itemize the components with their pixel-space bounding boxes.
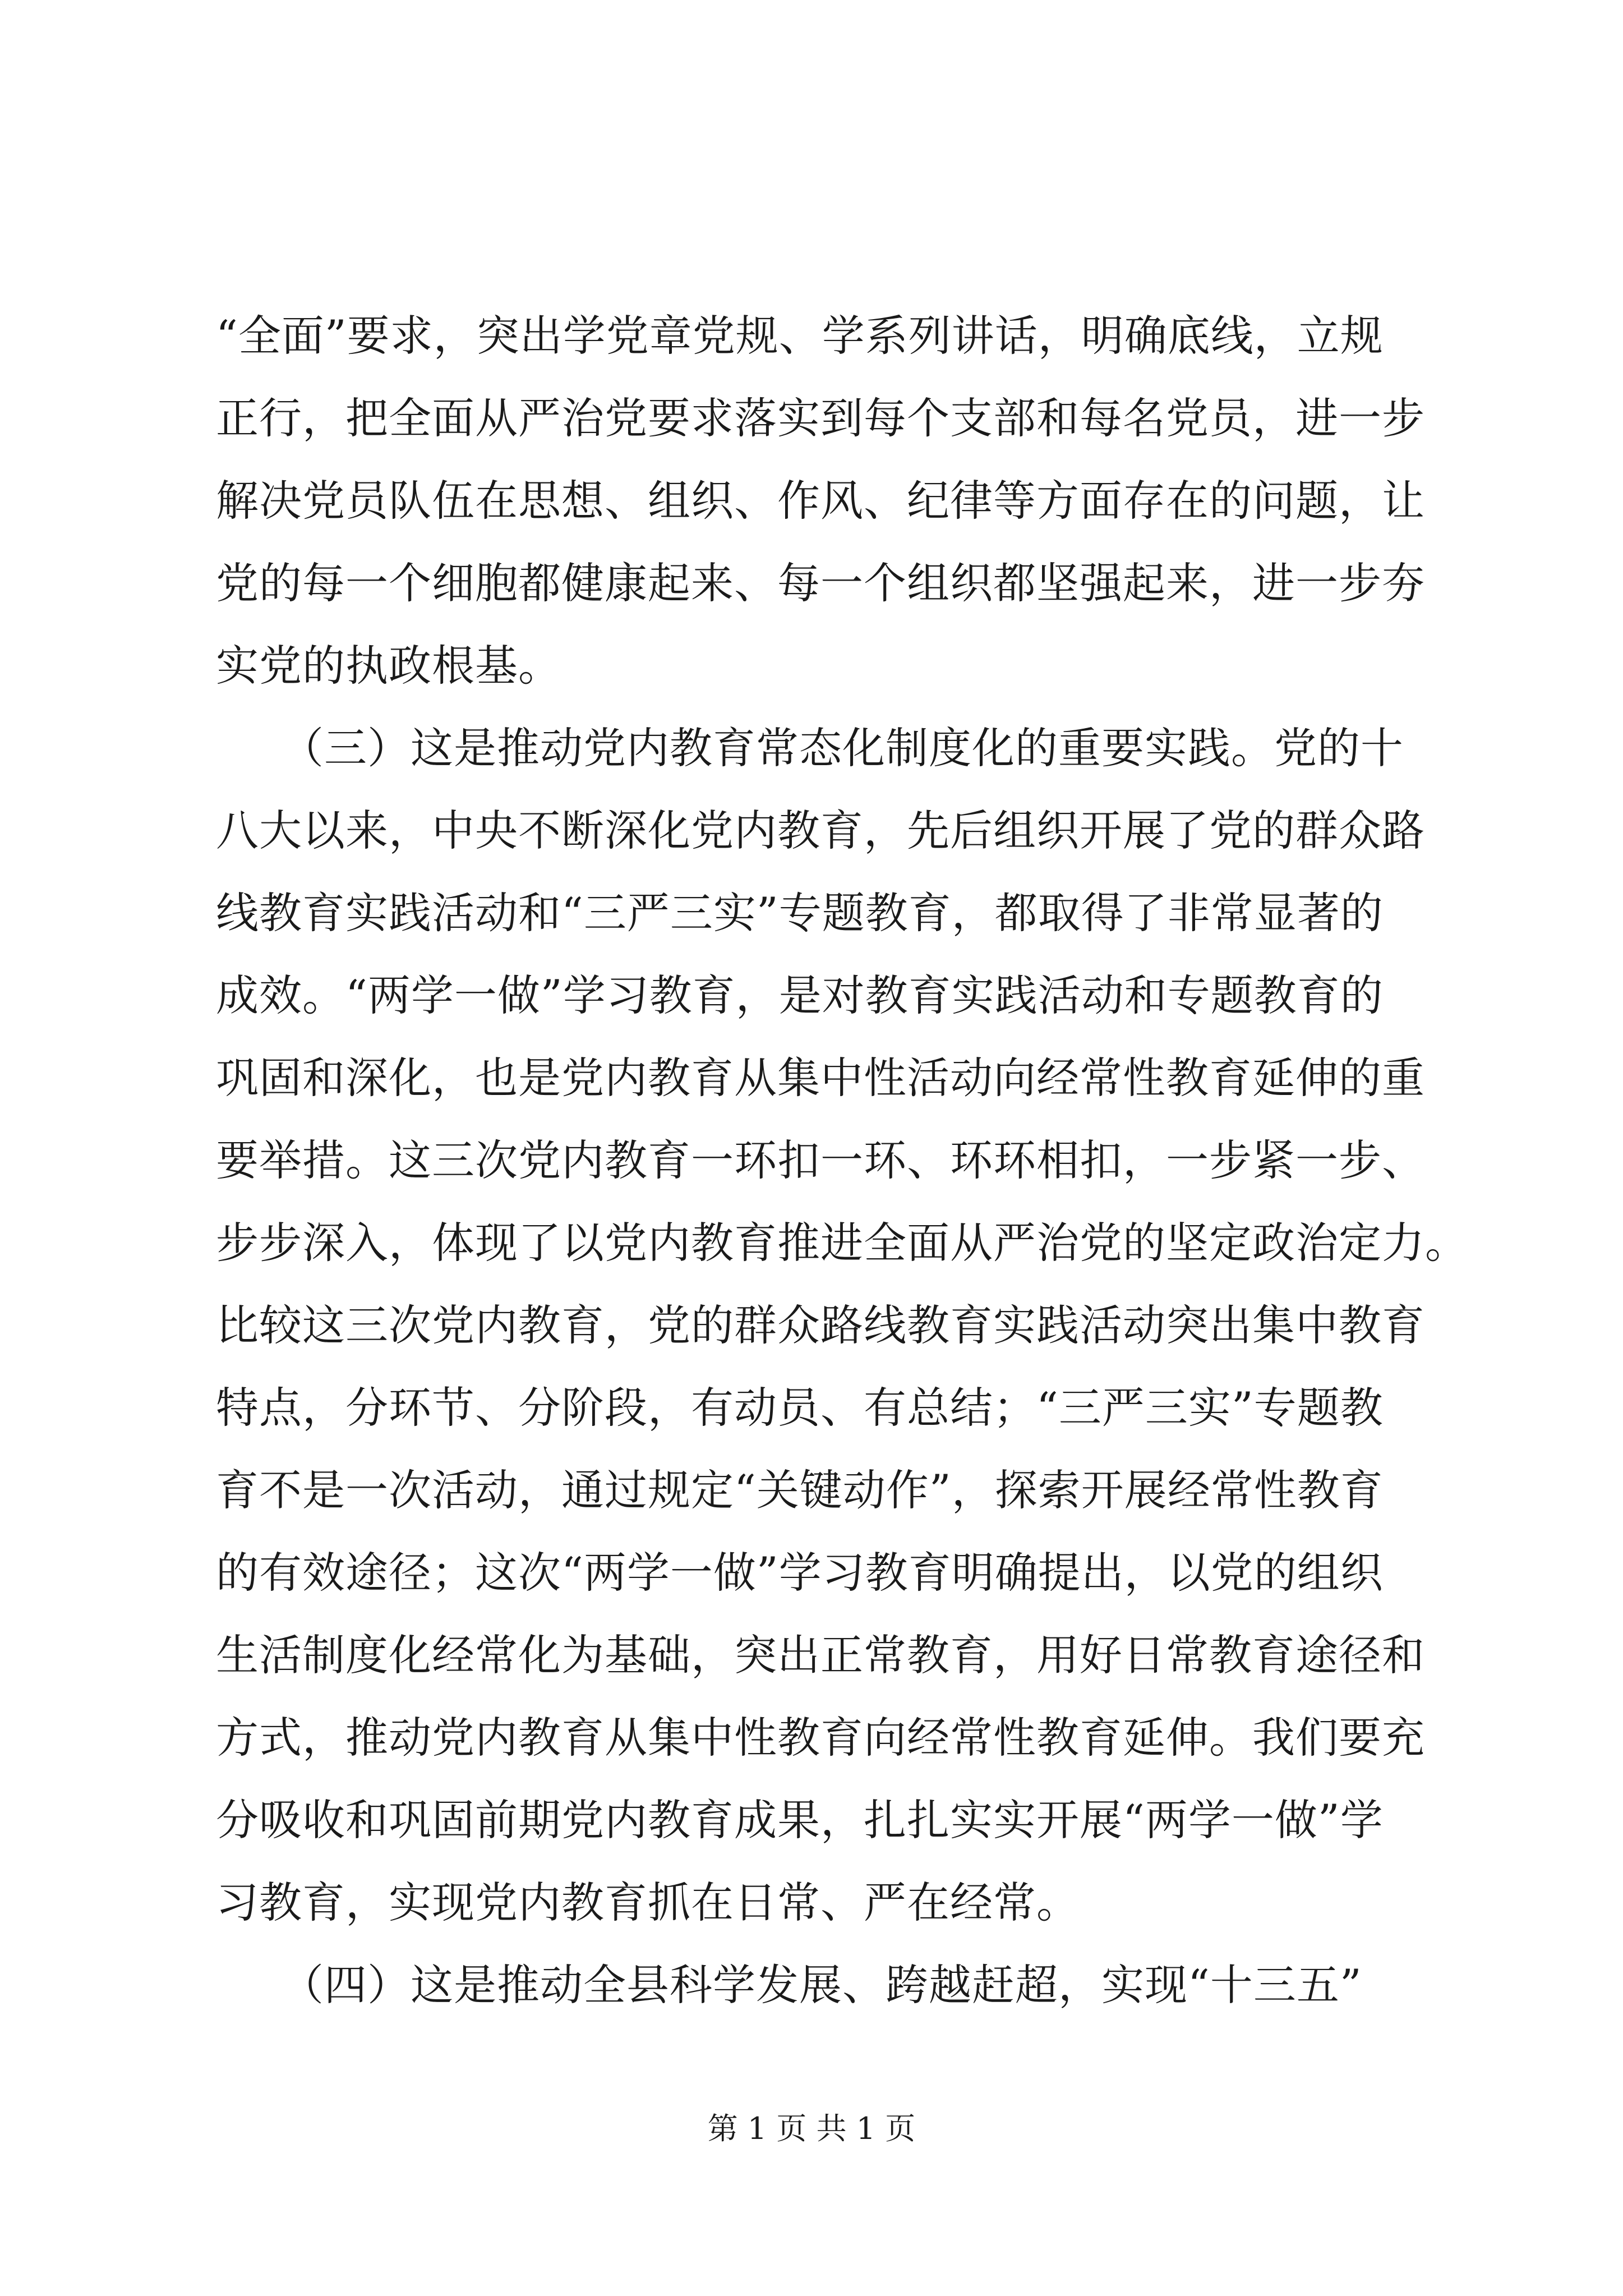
text-line: 党的每一个细胞都健康起来、每一个组织都坚强起来，进一步夯 <box>216 558 1425 608</box>
page-footer: 第 1 页 共 1 页 <box>707 2111 916 2146</box>
text-line: （四）这是推动全县科学发展、跨越赶超，实现“十三五” <box>216 1960 1362 2010</box>
text-line: （三）这是推动党内教育常态化制度化的重要实践。党的十 <box>216 723 1404 773</box>
text-line: 实党的执政根基。 <box>216 641 561 691</box>
text-line: 步步深入，体现了以党内教育推进全面从严治党的坚定政治定力。 <box>216 1218 1468 1268</box>
text-line: 要举措。这三次党内教育一环扣一环、环环相扣，一步紧一步、 <box>216 1135 1425 1185</box>
text-line: 比较这三次党内教育，党的群众路线教育实践活动突出集中教育 <box>216 1300 1425 1350</box>
text-line: 习教育，实现党内教育抓在日常、严在经常。 <box>216 1878 1080 1927</box>
text-line: 的有效途径；这次“两学一做”学习教育明确提出，以党的组织 <box>216 1548 1384 1598</box>
text-line: “全面”要求，突出学党章党规、学系列讲话，明确底线，立规 <box>216 311 1384 361</box>
text-line: 方式，推动党内教育从集中性教育向经常性教育延伸。我们要充 <box>216 1713 1425 1763</box>
text-line: 解决党员队伍在思想、组织、作风、纪律等方面存在的问题，让 <box>216 476 1425 526</box>
text-line: 特点，分环节、分阶段，有动员、有总结；“三严三实”专题教 <box>216 1383 1384 1433</box>
text-line: 育不是一次活动，通过规定“关键动作”，探索开展经常性教育 <box>216 1465 1384 1515</box>
text-line: 八大以来，中央不断深化党内教育，先后组织开展了党的群众路 <box>216 806 1425 855</box>
text-line: 分吸收和巩固前期党内教育成果，扎扎实实开展“两学一做”学 <box>216 1795 1384 1845</box>
text-line: 生活制度化经常化为基础，突出正常教育，用好日常教育途径和 <box>216 1630 1425 1680</box>
text-line: 正行，把全面从严治党要求落实到每个支部和每名党员，进一步 <box>216 393 1425 443</box>
body-text <box>216 295 1468 2026</box>
text-line: 成效。“两学一做”学习教育，是对教育实践活动和专题教育的 <box>216 970 1384 1020</box>
text-line: 线教育实践活动和“三严三实”专题教育，都取得了非常显著的 <box>216 888 1384 938</box>
text-line: 巩固和深化，也是党内教育从集中性活动向经常性教育延伸的重 <box>216 1053 1425 1103</box>
